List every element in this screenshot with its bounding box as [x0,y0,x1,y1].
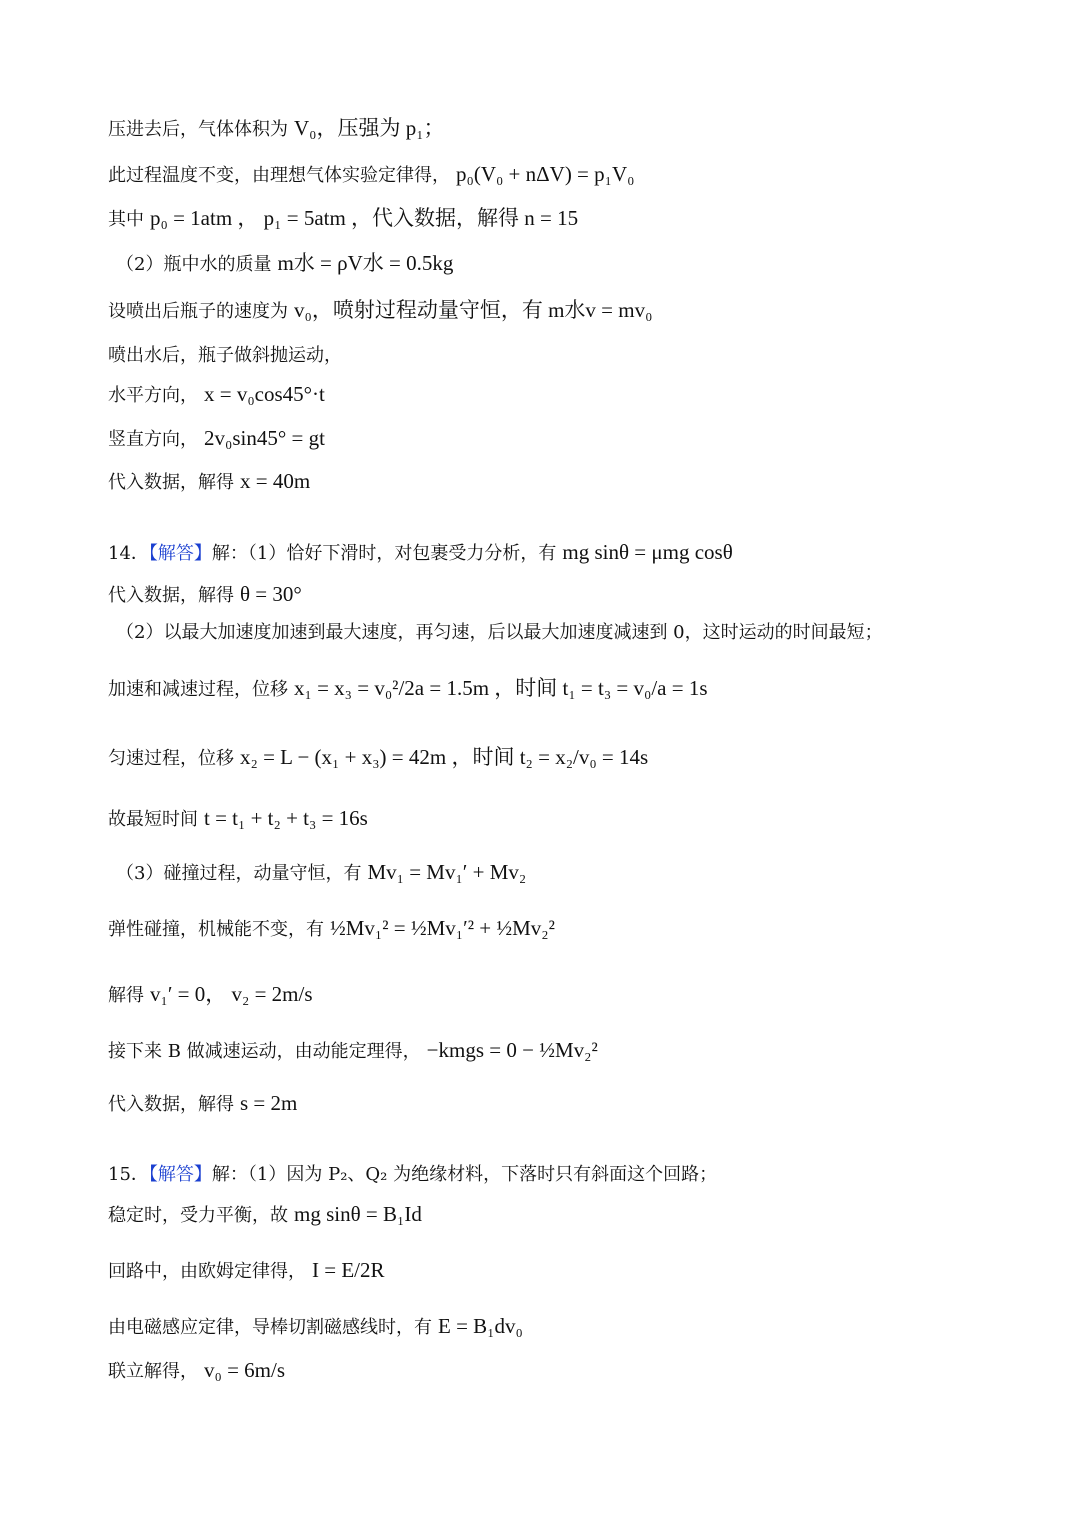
line-math: θ = 30° [240,582,302,606]
line-math: v₁′ = 0， v₂ = 2m/s [150,982,313,1006]
line-11 [108,582,302,608]
line-15 [108,806,368,832]
answer-tag: 【解答】 [148,1164,212,1185]
line-math: x = 40m [240,469,311,493]
line-text: 15．【解答】解：（1）因为 P₂、Q₂ 为绝缘材料，下落时只有斜面这个回路； [108,1164,718,1185]
line-text: 匀速过程，位移 [108,748,234,769]
line-14 [108,745,648,771]
line-text: 加速和减速过程，位移 [108,679,288,700]
line-12 [116,619,889,645]
line-10 [108,540,733,566]
line-math: −kmgs = 0 − ½Mv₂² [426,1038,598,1062]
line-8 [108,426,325,452]
line-text: 此过程温度不变，由理想气体实验定律得， [108,165,450,186]
line-text: 设喷出后瓶子的速度为 [108,301,288,322]
line-math: t = t₁ + t₂ + t₃ = 16s [204,806,368,830]
line-math: x = v₀cos45°·t [204,382,325,406]
line-text: 解得 [108,985,144,1006]
line-math: I = E/2R [312,1258,385,1282]
line-math: v₀，喷射过程动量守恒，有 m水v = mv₀ [294,298,653,322]
line-text: 水平方向， [108,385,198,406]
line-math: mg sinθ = B₁Id [294,1202,422,1226]
line-math: x₂ = L − (x₁ + x₃) = 42m ，时间 t₂ = x₂/v₀ = 14s [240,745,649,769]
line-text: 弹性碰撞，机械能不变，有 [108,919,324,940]
line-math: p₀(V₀ + nΔV) = p₁V₀ [456,162,635,186]
line-3 [108,206,578,232]
line-text: 14．【解答】解：（1）恰好下滑时，对包裹受力分析，有 [108,543,557,564]
line-6 [108,342,348,368]
line-9 [108,469,310,495]
line-25 [108,1358,285,1384]
line-4 [116,251,453,277]
line-13 [108,676,708,702]
line-math: v₀ = 6m/s [204,1358,286,1382]
line-24 [108,1314,523,1340]
line-math: m水 = ρV水 = 0.5kg [277,251,454,275]
line-text: （3）碰撞过程，动量守恒，有 [116,863,362,884]
line-math: p₀ = 1atm ， p₁ = 5atm ，代入数据，解得 n = 15 [150,206,579,230]
line-text: （2）以最大加速度加速到最大速度，再匀速，后以最大加速度减速到 0，这时运动的时间最短； [116,622,883,643]
line-text: （2）瓶中水的质量 [116,254,272,275]
answer-tag: 【解答】 [148,543,212,564]
line-math: V₀，压强为 p₁； [294,116,445,140]
line-19 [108,1038,598,1064]
line-20 [108,1091,297,1117]
line-text: 代入数据，解得 [108,472,234,493]
line-7 [108,382,325,408]
line-text: 稳定时，受力平衡，故 [108,1205,288,1226]
line-text: 其中 [108,209,144,230]
line-text: 压进去后，气体体积为 [108,119,288,140]
line-2 [108,162,634,188]
line-text: 回路中，由欧姆定律得， [108,1261,306,1282]
line-text: 接下来 B 做减速运动，由动能定理得， [108,1041,421,1062]
line-23 [108,1258,385,1284]
line-17 [108,916,555,942]
line-21 [108,1161,723,1187]
line-1 [108,116,445,142]
line-5 [108,298,652,324]
line-math: 2v₀sin45° = gt [204,426,325,450]
line-math: s = 2m [240,1091,298,1115]
line-math: ½Mv₁² = ½Mv₁′² + ½Mv₂² [330,916,555,940]
line-22 [108,1202,422,1228]
line-math: x₁ = x₃ = v₀²/2a = 1.5m ，时间 t₁ = t₃ = v₀/a = 1s [294,676,708,700]
line-text: 喷出水后，瓶子做斜抛运动， [108,345,342,366]
line-text: 竖直方向， [108,429,198,450]
line-text: 故最短时间 [108,809,198,830]
line-math: E = B₁dv₀ [438,1314,523,1338]
line-text: 代入数据，解得 [108,585,234,606]
line-18 [108,982,313,1008]
line-text: 由电磁感应定律，导棒切割磁感线时，有 [108,1317,432,1338]
line-math: mg sinθ = μmg cosθ [562,540,733,564]
line-math: Mv₁ = Mv₁′ + Mv₂ [367,860,527,884]
line-16 [116,860,526,886]
line-text: 代入数据，解得 [108,1094,234,1115]
line-text: 联立解得， [108,1361,198,1382]
